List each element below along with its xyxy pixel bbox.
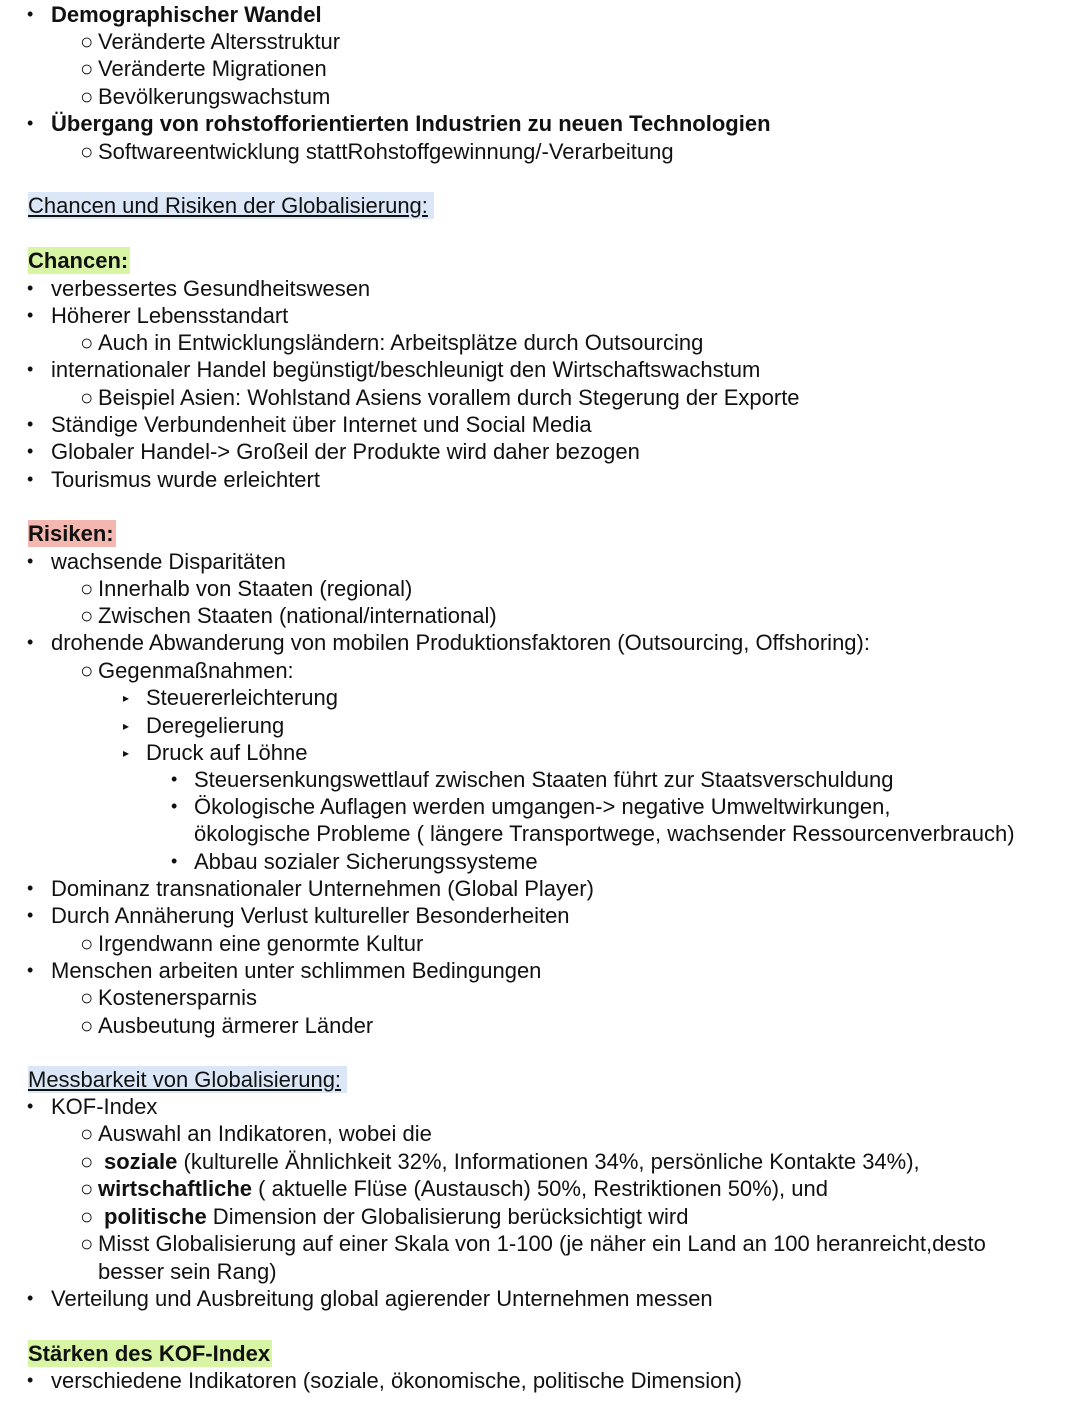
- list-item-text: internationaler Handel begünstigt/beschleunigt den Wirtschaftswachstum: [51, 357, 761, 382]
- bullet-marker: •: [171, 769, 178, 789]
- list-item-text: Deregelierung: [146, 713, 285, 738]
- list-item-text: Softwareentwicklung stattRohstoffgewinnung/-Verarbeitung: [98, 139, 674, 164]
- list-item-text: drohende Abwanderung von mobilen Produktionsfaktoren (Outsourcing, Offshoring):: [51, 630, 870, 655]
- circle-marker: ○: [80, 56, 94, 81]
- list-item-text: Höherer Lebensstandart: [51, 303, 289, 328]
- list-item-text: Zwischen Staaten (national/international): [98, 603, 497, 628]
- bullet-marker: •: [27, 1370, 34, 1390]
- bullet-marker: •: [171, 851, 178, 871]
- circle-marker: ○: [80, 1204, 94, 1229]
- bullet-marker: •: [27, 469, 34, 489]
- bullet-marker: •: [27, 960, 34, 980]
- list-item-text: Irgendwann eine genormte Kultur: [98, 931, 424, 956]
- circle-marker: ○: [80, 1121, 94, 1146]
- circle-marker: ○: [80, 84, 94, 109]
- list-item-text: Innerhalb von Staaten (regional): [98, 576, 413, 601]
- bullet-marker: •: [27, 878, 34, 898]
- circle-marker: ○: [80, 139, 94, 164]
- list-item-text: Ständige Verbundenheit über Internet und Social Media: [51, 412, 592, 437]
- list-item-text: Auswahl an Indikatoren, wobei die: [98, 1121, 432, 1146]
- circle-marker: ○: [80, 330, 94, 355]
- circle-marker: ○: [80, 1231, 94, 1256]
- list-item-text: Bevölkerungswachstum: [98, 84, 331, 109]
- list-item-text: Veränderte Altersstruktur: [98, 29, 341, 54]
- list-item-text: Menschen arbeiten unter schlimmen Bedingungen: [51, 958, 542, 983]
- list-item-text: Steuersenkungswettlauf zwischen Staaten führt zur Staatsverschuldung: [194, 767, 894, 792]
- list-item-text: Abbau sozialer Sicherungssysteme: [194, 849, 538, 874]
- bullet-marker: •: [27, 551, 34, 571]
- circle-marker: ○: [80, 931, 94, 956]
- list-item-text: Gegenmaßnahmen:: [98, 658, 294, 683]
- list-item-text: wachsende Disparitäten: [51, 549, 286, 574]
- circle-marker: ○: [80, 1013, 94, 1038]
- list-item-text: Veränderte Migrationen: [98, 56, 327, 81]
- bullet-marker: •: [27, 278, 34, 298]
- list-item-text: Durch Annäherung Verlust kultureller Besonderheiten: [51, 903, 570, 928]
- term-description: (kulturelle Ähnlichkeit 32%, Informationen 34%, persönliche Kontakte 34%),: [177, 1149, 920, 1174]
- list-item-text: [98, 1175, 828, 1202]
- circle-marker: ○: [80, 985, 94, 1010]
- bullet-marker: •: [27, 1288, 34, 1308]
- bold-term: wirtschaftliche: [98, 1176, 253, 1201]
- bullet-marker: •: [27, 414, 34, 434]
- bullet-marker: •: [27, 632, 34, 652]
- list-item-text: Übergang von rohstofforientierten Industrien zu neuen Technologien: [51, 111, 771, 136]
- bullet-marker: •: [27, 905, 34, 925]
- list-item-text: Globaler Handel-> Großeil der Produkte wird daher bezogen: [51, 439, 640, 464]
- term-description: Dimension der Globalisierung berücksichtigt wird: [206, 1204, 689, 1229]
- section-heading-text: Chancen und Risiken der Globalisierung:: [28, 192, 434, 219]
- circle-marker: ○: [80, 1176, 94, 1201]
- list-item-text: Demographischer Wandel: [51, 2, 322, 27]
- list-item-text: [104, 1203, 688, 1230]
- staerken-label: Stärken des KOF-Index: [28, 1341, 271, 1366]
- triangle-marker: ▸: [123, 746, 130, 760]
- list-item-text: Tourismus wurde erleichtert: [51, 467, 320, 492]
- list-item-text: Ausbeutung ärmerer Länder: [98, 1013, 374, 1038]
- list-item-text: Misst Globalisierung auf einer Skala von 1-100 (je näher ein Land an 100 heranreicht,desto: [98, 1231, 986, 1256]
- circle-marker: ○: [80, 29, 94, 54]
- bullet-marker: •: [27, 4, 34, 24]
- list-item-text: ökologische Probleme ( längere Transportwege, wachsender Ressourcenverbrauch): [194, 821, 1015, 846]
- risiken-label: Risiken:: [28, 521, 114, 546]
- bullet-marker: •: [27, 305, 34, 325]
- triangle-marker: ▸: [123, 719, 130, 733]
- bullet-marker: •: [27, 359, 34, 379]
- circle-marker: ○: [80, 658, 94, 683]
- triangle-marker: ▸: [123, 691, 130, 705]
- list-item-text: Dominanz transnationaler Unternehmen (Global Player): [51, 876, 594, 901]
- list-item-text: Auch in Entwicklungsländern: Arbeitsplätze durch Outsourcing: [98, 330, 704, 355]
- list-item-text: [104, 1148, 920, 1175]
- list-item-text: besser sein Rang): [98, 1259, 277, 1284]
- bullet-marker: •: [171, 796, 178, 816]
- list-item-text: Beispiel Asien: Wohlstand Asiens vorallem durch Stegerung der Exporte: [98, 385, 800, 410]
- bullet-marker: •: [27, 1096, 34, 1116]
- circle-marker: ○: [80, 576, 94, 601]
- list-item-text: Verteilung und Ausbreitung global agierender Unternehmen messen: [51, 1286, 713, 1311]
- list-item-text: Kostenersparnis: [98, 985, 257, 1010]
- list-item-text: KOF-Index: [51, 1094, 158, 1119]
- bold-term: soziale: [104, 1149, 178, 1174]
- list-item-text: Ökologische Auflagen werden umgangen-> negative Umweltwirkungen,: [194, 794, 891, 819]
- circle-marker: ○: [80, 603, 94, 628]
- bold-term: politische: [104, 1204, 207, 1229]
- circle-marker: ○: [80, 1149, 94, 1174]
- bullet-marker: •: [27, 441, 34, 461]
- list-item-text: Steuererleichterung: [146, 685, 339, 710]
- term-description: ( aktuelle Flüse (Austausch) 50%, Restriktionen 50%), und: [252, 1176, 828, 1201]
- section-heading-text: Messbarkeit von Globalisierung:: [28, 1066, 347, 1093]
- list-item-text: Druck auf Löhne: [146, 740, 308, 765]
- chancen-label: Chancen:: [28, 248, 129, 273]
- list-item-text: verschiedene Indikatoren (soziale, ökonomische, politische Dimension): [51, 1368, 742, 1393]
- circle-marker: ○: [80, 385, 94, 410]
- list-item-text: verbessertes Gesundheitswesen: [51, 276, 371, 301]
- bullet-marker: •: [27, 113, 34, 133]
